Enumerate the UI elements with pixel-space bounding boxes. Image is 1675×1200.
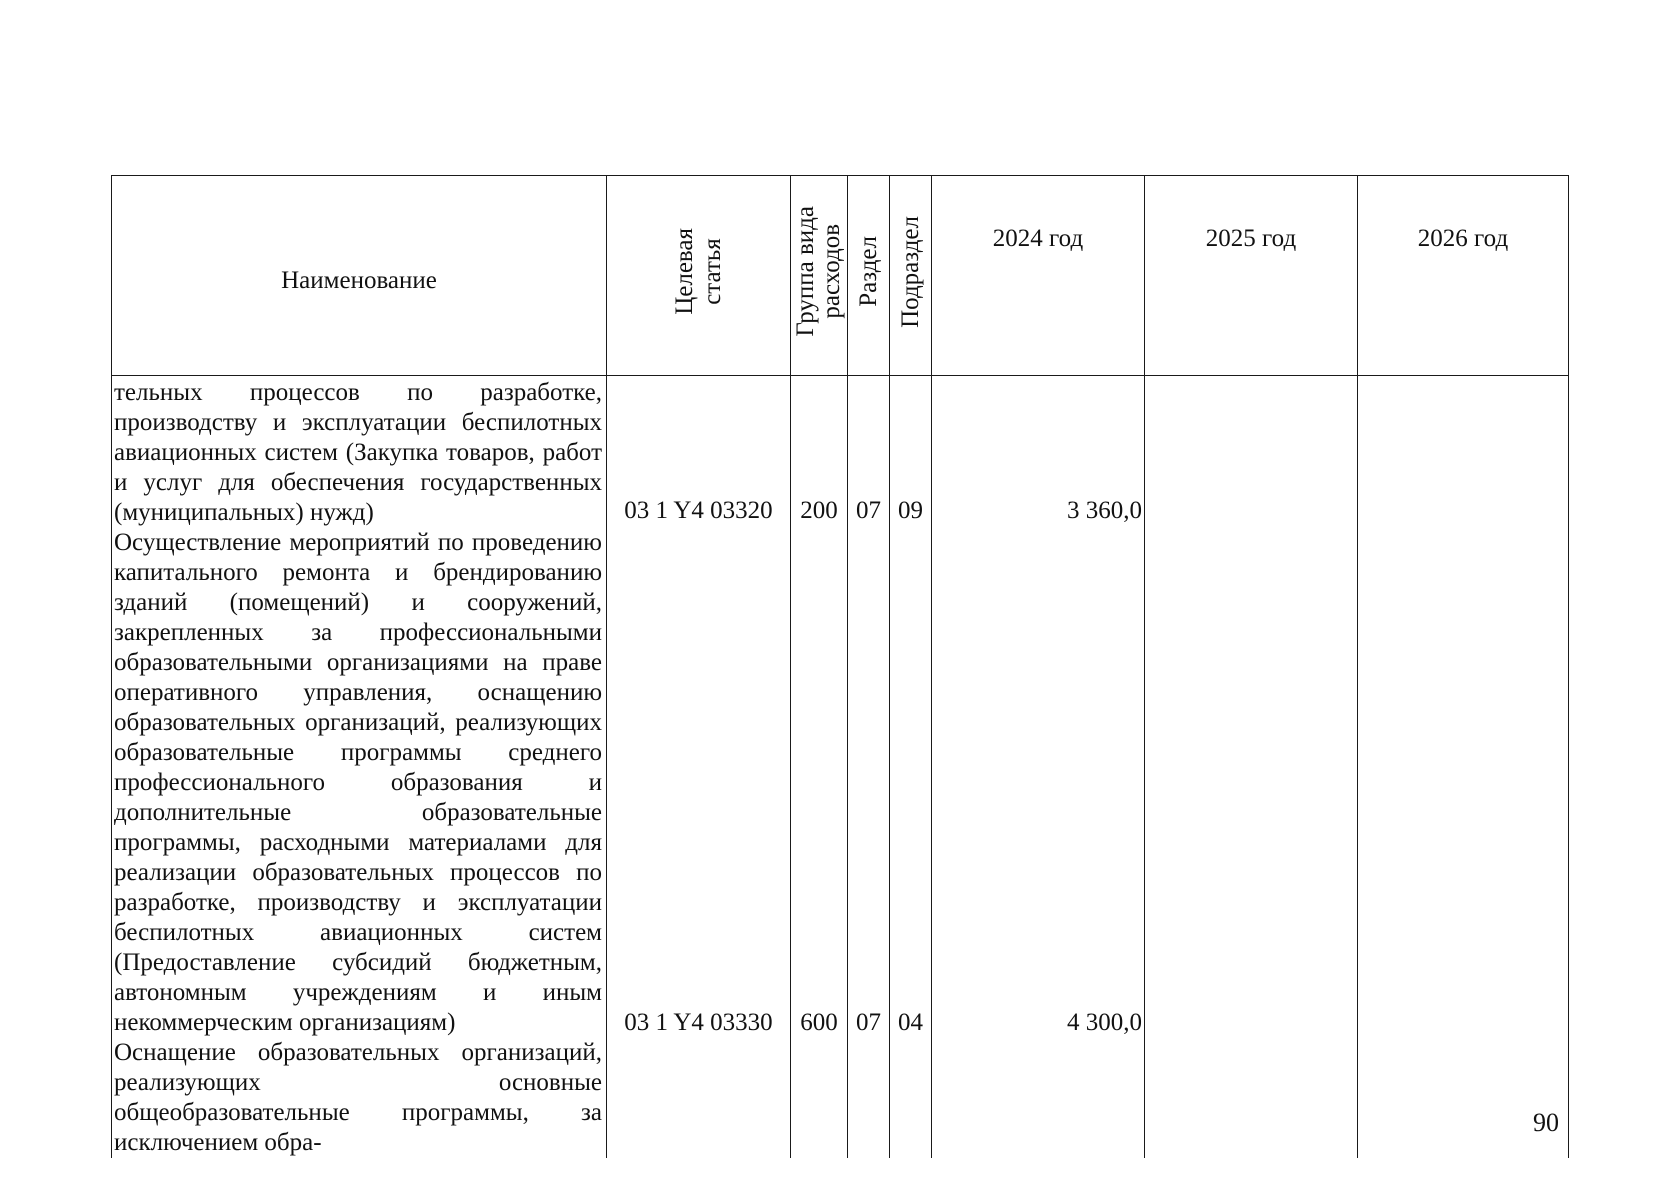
header-expense-group bbox=[791, 176, 848, 376]
header-expense-group-line1: Группа вида bbox=[792, 206, 819, 337]
subsection-cell bbox=[890, 376, 932, 1159]
row-3-name: Оснащение образовательных организаций, реализующих основные общеобразовательные программы, за исключением обра- bbox=[114, 1039, 602, 1156]
budget-table bbox=[111, 175, 1569, 1158]
row-1-section: 07 bbox=[856, 497, 881, 524]
row-2-section: 07 bbox=[856, 1009, 881, 1036]
row-2-subsection: 04 bbox=[898, 1009, 923, 1036]
year-2026-cell bbox=[1358, 376, 1569, 1159]
header-target-article bbox=[607, 176, 791, 376]
year-2024-cell bbox=[932, 376, 1145, 1159]
row-1-name: тельных процессов по разработке, производству и эксплуатации беспилотных авиационных систем (Закупка товаров, работ и услуг для обеспечения государственных (муниципальных) нужд) bbox=[114, 379, 602, 526]
table-body-row bbox=[112, 376, 1569, 1159]
row-2-target-article: 03 1 Y4 03330 bbox=[624, 1009, 773, 1036]
header-section: Раздел bbox=[848, 176, 890, 376]
row-2-year-2024: 4 300,0 bbox=[1067, 1009, 1142, 1036]
header-year-2026: 2026 год bbox=[1358, 176, 1569, 376]
expense-group-cell bbox=[791, 376, 848, 1159]
header-target-article-line1: Целевая bbox=[670, 228, 698, 315]
header-subsection: Подраздел bbox=[890, 176, 932, 376]
section-cell bbox=[848, 376, 890, 1159]
header-year-2025: 2025 год bbox=[1145, 176, 1358, 376]
target-article-cell bbox=[607, 376, 791, 1159]
row-1-subsection: 09 bbox=[898, 497, 923, 524]
row-2-name: Осуществление мероприятий по проведению капитального ремонта и брендированию зданий (помещений) и сооружений, закрепленных за профессиональными образовательными организациями на праве оперативного управления, оснащению образовательных организаций, реализующих образовательные программы среднего профессионального образования и дополнительные образовательные программы, расходными материалами для реализации образовательных процессов по разработке, производству и эксплуатации беспилотных авиационных систем (Предоставление субсидий бюджетным, автономным учреждениям и иным некоммерческим организациям) bbox=[114, 529, 602, 1036]
row-1-target-article: 03 1 Y4 03320 bbox=[624, 497, 773, 524]
table-header-row bbox=[112, 176, 1569, 376]
row-1-expense-group: 200 bbox=[800, 497, 838, 524]
header-name: Наименование bbox=[112, 176, 607, 376]
row-1-year-2024: 3 360,0 bbox=[1067, 497, 1142, 524]
name-cell bbox=[112, 376, 607, 1159]
row-2-expense-group: 600 bbox=[800, 1009, 838, 1036]
year-2025-cell bbox=[1145, 376, 1358, 1159]
header-expense-group-line2: расходов bbox=[818, 224, 845, 319]
page-number: 90 bbox=[1533, 1108, 1559, 1137]
header-year-2024: 2024 год bbox=[932, 176, 1145, 376]
header-target-article-line2: статья bbox=[698, 238, 726, 305]
